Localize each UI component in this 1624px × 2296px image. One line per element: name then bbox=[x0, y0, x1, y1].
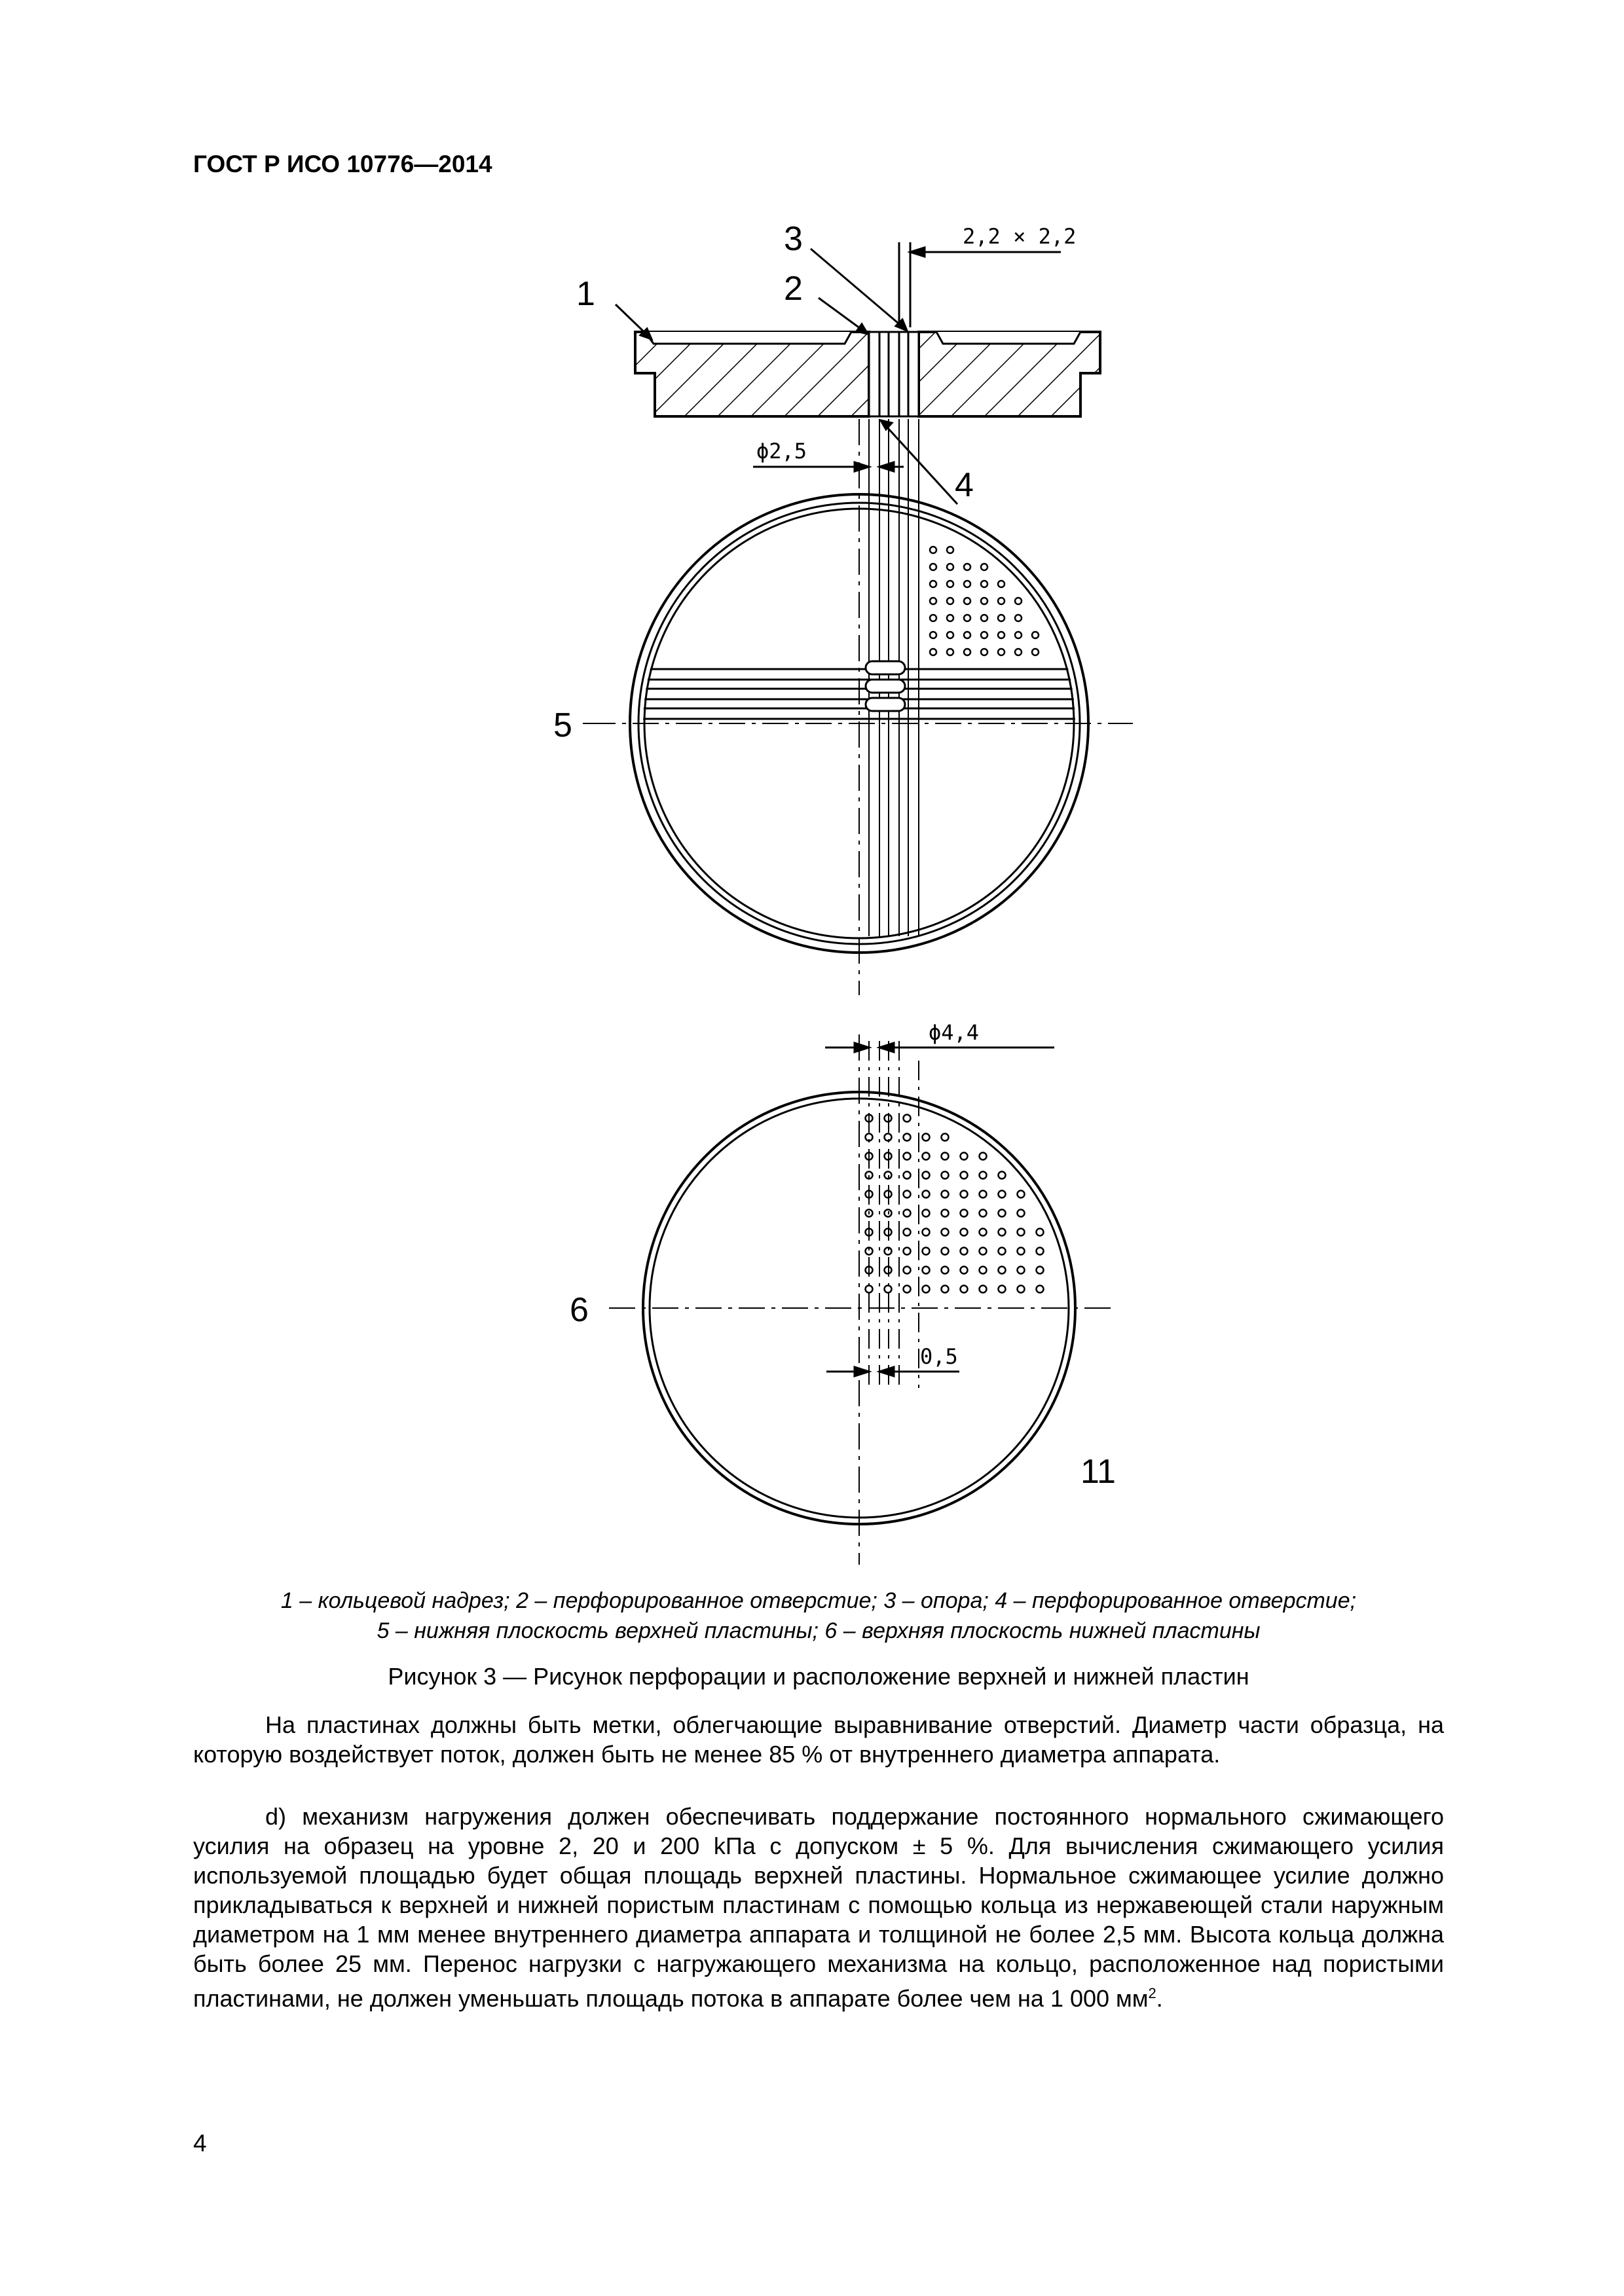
perforation-grid bbox=[866, 1115, 1044, 1293]
perforation-hole bbox=[904, 1191, 911, 1198]
perforation-hole bbox=[904, 1286, 911, 1293]
perforation-hole bbox=[930, 598, 936, 604]
upper-plate-view bbox=[589, 419, 1133, 995]
paragraph-text: На пластинах должны быть метки, облегчающие выравнивание отверстий. Диаметр части образца, на которую воздействует поток, должен быть не менее 85 % от внутреннего диаметра аппарата. bbox=[193, 1711, 1444, 1768]
perforation-hole bbox=[1018, 1210, 1025, 1217]
page-number: 4 bbox=[193, 2130, 207, 2157]
perforation-hole bbox=[923, 1286, 930, 1293]
perforation-hole bbox=[981, 564, 987, 570]
perforation-hole bbox=[930, 649, 936, 655]
paragraph-text: d) механизм нагружения должен обеспечивать поддержание постоянного нормального сжимающего усилия на образец на уровне 2, 20 и 200 kПа с допуском ± 5 %. Для вычисления сжимающего усилия используемой площадью будет общая площадь верхней пластины. Нормальное сжимающее усилие должно прикладываться к верхней и нижней пористым пластинам с помощью кольца из нержавеющей стали наружным диаметром на 1 мм менее внутреннего диаметра аппарата и толщиной не более 2,5 мм. Высота кольца должна быть более 25 мм. Перенос нагрузки с нагружающего механизма на кольцо, расположенное над пористыми пластинами, не должен уменьшать площадь потока в аппарате более чем на 1 000 мм bbox=[193, 1803, 1444, 2012]
paragraph bbox=[193, 1802, 1444, 2013]
superscript: 2 bbox=[1148, 1985, 1156, 2001]
perforation-hole bbox=[942, 1248, 949, 1255]
ring-notch-right bbox=[936, 332, 1080, 344]
perforation-hole bbox=[1015, 649, 1022, 655]
plate-cross-section bbox=[635, 332, 1100, 416]
perforation-hole bbox=[923, 1210, 930, 1217]
paragraph bbox=[193, 1710, 1444, 1769]
perforation-hole bbox=[961, 1172, 968, 1179]
perforation-hole bbox=[947, 598, 953, 604]
perforation-hole bbox=[961, 1248, 968, 1255]
callout-label-3: 3 bbox=[784, 220, 803, 258]
perforation-hole bbox=[908, 332, 919, 416]
perforation-hole bbox=[999, 1210, 1006, 1217]
dimension-label: ϕ4,4 bbox=[929, 1020, 980, 1045]
perforation-hole bbox=[964, 598, 970, 604]
perforation-hole bbox=[1015, 632, 1022, 638]
perforation-hole bbox=[961, 1153, 968, 1160]
perforation-hole bbox=[1018, 1248, 1025, 1255]
dimension-label: ϕ2,5 bbox=[756, 439, 807, 464]
perforation-hole bbox=[981, 649, 987, 655]
perforation-hole bbox=[942, 1172, 949, 1179]
perforation-hole bbox=[980, 1210, 987, 1217]
perforation-hole bbox=[980, 1191, 987, 1198]
perforation-hole bbox=[980, 1153, 987, 1160]
perforation-hole bbox=[999, 1172, 1006, 1179]
perforation-hole bbox=[947, 632, 953, 638]
perforation-hole bbox=[947, 564, 953, 570]
perforation-hole bbox=[889, 332, 899, 416]
perforation-hole bbox=[980, 1248, 987, 1255]
perforation-hole bbox=[1018, 1191, 1025, 1198]
perforation-hole bbox=[1037, 1286, 1044, 1293]
perforation-hole bbox=[961, 1286, 968, 1293]
lower-plate-view bbox=[609, 1034, 1113, 1565]
perforation-hole bbox=[961, 1210, 968, 1217]
callout-label-5: 5 bbox=[553, 706, 572, 744]
perforation-hole bbox=[961, 1191, 968, 1198]
perforation-hole bbox=[923, 1153, 930, 1160]
perforation-hole bbox=[904, 1172, 911, 1179]
perforation-hole bbox=[1037, 1248, 1044, 1255]
perforation-hole bbox=[930, 632, 936, 638]
perforation-hole bbox=[923, 1229, 930, 1236]
perforation-hole bbox=[947, 615, 953, 621]
perforation-hole bbox=[1018, 1229, 1025, 1236]
perforation-hole bbox=[998, 649, 1005, 655]
perforation-hole bbox=[981, 615, 987, 621]
perforation-hole bbox=[999, 1286, 1006, 1293]
perforation-hole bbox=[947, 581, 953, 587]
perforation-hole bbox=[964, 581, 970, 587]
figure-legend-line-2: 5 – нижняя плоскость верхней пластины; 6 – верхняя плоскость нижней пластины bbox=[377, 1618, 1261, 1643]
perforation-hole bbox=[904, 1210, 911, 1217]
perforation-hole bbox=[885, 1286, 892, 1293]
perforation-hole bbox=[981, 632, 987, 638]
perforation-hole bbox=[923, 1134, 930, 1141]
perforation-hole bbox=[930, 564, 936, 570]
perforation-hole bbox=[961, 1267, 968, 1274]
perforation-hole bbox=[1032, 632, 1039, 638]
perforation-hole bbox=[980, 1172, 987, 1179]
perforation-hole bbox=[923, 1248, 930, 1255]
callout-label-4: 4 bbox=[955, 466, 974, 504]
dimension-2-2 bbox=[899, 242, 1061, 327]
ring-notch-left bbox=[645, 332, 851, 344]
perforation-hole bbox=[999, 1229, 1006, 1236]
perforation-hole bbox=[998, 632, 1005, 638]
callout-label-1: 1 bbox=[576, 275, 595, 313]
perforation-hole bbox=[923, 1191, 930, 1198]
perforation-hole bbox=[999, 1191, 1006, 1198]
callout-label-6: 6 bbox=[570, 1291, 589, 1329]
perforation-hole bbox=[980, 1267, 987, 1274]
perforation-hole bbox=[964, 615, 970, 621]
perforation-hole bbox=[904, 1153, 911, 1160]
perforation-hole bbox=[866, 1286, 873, 1293]
perforation-hole bbox=[904, 1248, 911, 1255]
perforation-hole bbox=[942, 1134, 949, 1141]
perforation-hole bbox=[869, 332, 879, 416]
perforation-hole bbox=[998, 615, 1005, 621]
perforation-hole bbox=[947, 649, 953, 655]
perforation-hole bbox=[942, 1286, 949, 1293]
dimension-label: 0,5 bbox=[920, 1344, 958, 1369]
perforation-hole bbox=[1018, 1286, 1025, 1293]
figure-legend-line-1: 1 – кольцевой надрез; 2 – перфорированное отверстие; 3 – опора; 4 – перфорированное отверстие; bbox=[280, 1588, 1357, 1613]
perforation-hole bbox=[980, 1229, 987, 1236]
perforation-hole bbox=[998, 581, 1005, 587]
perforation-hole bbox=[999, 1267, 1006, 1274]
callout-label-2: 2 bbox=[784, 270, 803, 308]
perforation-hole bbox=[1015, 598, 1022, 604]
perforation-hole bbox=[930, 581, 936, 587]
perforation-hole bbox=[981, 598, 987, 604]
callout-label-11: 11 bbox=[1080, 1453, 1116, 1491]
perforation-hole bbox=[930, 615, 936, 621]
perforation-hole bbox=[981, 581, 987, 587]
perforation-hole bbox=[904, 1229, 911, 1236]
perforation-hole bbox=[964, 649, 970, 655]
perforation-hole bbox=[998, 598, 1005, 604]
perforation-hole bbox=[961, 1229, 968, 1236]
perforation-hole bbox=[942, 1267, 949, 1274]
dimension-label: 2,2 × 2,2 bbox=[963, 224, 1077, 249]
paragraph-end: . bbox=[1156, 1985, 1163, 2012]
perforation-hole bbox=[1032, 649, 1039, 655]
perforation-hole bbox=[942, 1229, 949, 1236]
perforation-hole bbox=[904, 1134, 911, 1141]
figure-caption: Рисунок 3 — Рисунок перфорации и расположение верхней и нижней пластин bbox=[388, 1663, 1249, 1690]
perforation-hole bbox=[904, 1267, 911, 1274]
document-header: ГОСТ Р ИСО 10776—2014 bbox=[193, 151, 492, 177]
perforation-hole bbox=[964, 564, 970, 570]
perforation-hole bbox=[1037, 1229, 1044, 1236]
perforation-hole bbox=[947, 547, 953, 553]
dimension-phi-2-5 bbox=[753, 462, 904, 471]
perforation-hole bbox=[980, 1286, 987, 1293]
perforation-hole bbox=[942, 1210, 949, 1217]
perforation-hole bbox=[923, 1267, 930, 1274]
perforation-hole bbox=[923, 1172, 930, 1179]
perforation-hole bbox=[904, 1115, 911, 1122]
perforation-hole bbox=[1037, 1267, 1044, 1274]
perforation-hole bbox=[964, 632, 970, 638]
perforation-hole bbox=[1015, 615, 1022, 621]
perforation-hole bbox=[1018, 1267, 1025, 1274]
perforation-hole bbox=[999, 1248, 1006, 1255]
perforation-hole bbox=[942, 1191, 949, 1198]
perforation-hole bbox=[942, 1153, 949, 1160]
perforation-hole bbox=[930, 547, 936, 553]
